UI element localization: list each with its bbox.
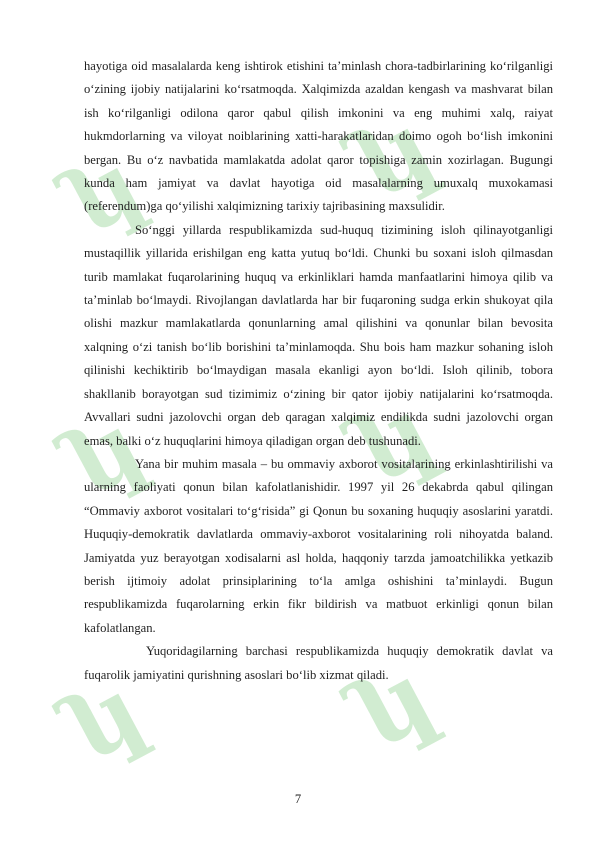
watermark-logo: ʮ (337, 94, 441, 221)
paragraph: hayotiga oid masalalarda keng ishtirok etishini ta’minlash chora-tadbirlarining ko‘rilganligi o‘zining ijobiy natijalarini ko‘rsatmoqda. Xalqimizda azaldan kengash va mashvarat bilan ish ko‘rilganligi odilona qaror qabul qilish imkonini va eng muhimi xalq, raiyat hukmdorlarning va viloyat noiblarining xatti-harakatlaridan doimo ogoh bo‘lish imkonini bergan. Bu o‘z navbatida mamlakatda adolat qaror topishiga zamin xozirlagan. Bugungi kunda ham jamiyat va davlat hayotiga oid masalalarning umuxalq muxokamasi (referendum)ga qo‘yilishi xalqimizning tarixiy tajribasining maxsulidir. (84, 59, 553, 214)
body-text (84, 55, 553, 687)
watermark-logo: ʮ (337, 644, 441, 771)
watermark-logo: ʮ (49, 395, 151, 517)
watermark-logo: ʮ (337, 379, 441, 506)
paragraph: Yuqoridagilarning barchasi respublikamizda huquqiy demokratik davlat va fuqarolik jamiyatini qurishning asoslari bo‘lib xizmat qiladi. (84, 644, 553, 682)
paragraph: Yana bir muhim masala – bu ommaviy axborot vositalarining erkinlashtirilishi va ularning faoliyati qonun bilan kafolatlanishidir. 1997 yil 26 dekabrda qabul qilingan “Ommaviy axborot vositalari to‘g‘risida” gi Qonun bu soxaning huquqiy asoslarini yaratdi. Huquqiy-demokratik davlatlarda ommaviy-axborot vositalarining roli nihoyatda baland. Jamiyatda yuz berayotgan xodisalarni asl holda, haqqoniy tarzda jamoatchilikka yetkazib berish ijtimoiy adolat prinsiplarining to‘la amlga oshishini ta’minlaydi. Bugun respublikamizda fuqarolarning erkin fikr bildirish va matbuot erkinligi qonun bilan kafolatlangan. (84, 456, 553, 635)
paragraph: So‘nggi yillarda respublikamizda sud-huquq tizimining isloh qilinayotganligi mustaqillik yillarida erishilgan eng katta yutuq bo‘ldi. Chunki bu soxani isloh qilmasdan turib mamlakat fuqarolarining huquq va erkinliklari hamda manfaatlarini himoya qilib va ta’minlab bo‘lmaydi. Rivojlangan davlatlarda har bir fuqaroning sudga erkin shukoyat qila olishi mazkur mamlakatlarda qonunlarning amal qilishini va qonunlar bilan bevosita xalqning o‘zi tanish bo‘lib borishini ta’minlamoqda. Shu bois ham mazkur sohaning isloh qilinishi kechiktirib bo‘lmaydigan masala ekanligi ayon bo‘ldi. Isloh qilinib, tobora shakllanib borayotgan sud tizimimiz o‘zining bir qator ijobiy natijalarini ko‘rsatmoqda. Avvallari sudni jazolovchi organ deb qaragan xalqimiz endilikda sudni jazolovchi organ emas, balki o‘z huquqlarini himoya qiladigan organ deb tushunadi. (84, 222, 553, 448)
watermark-logo: ʮ (50, 135, 149, 255)
page-number: 7 (294, 792, 302, 806)
watermark-logo: ʮ (49, 660, 151, 782)
